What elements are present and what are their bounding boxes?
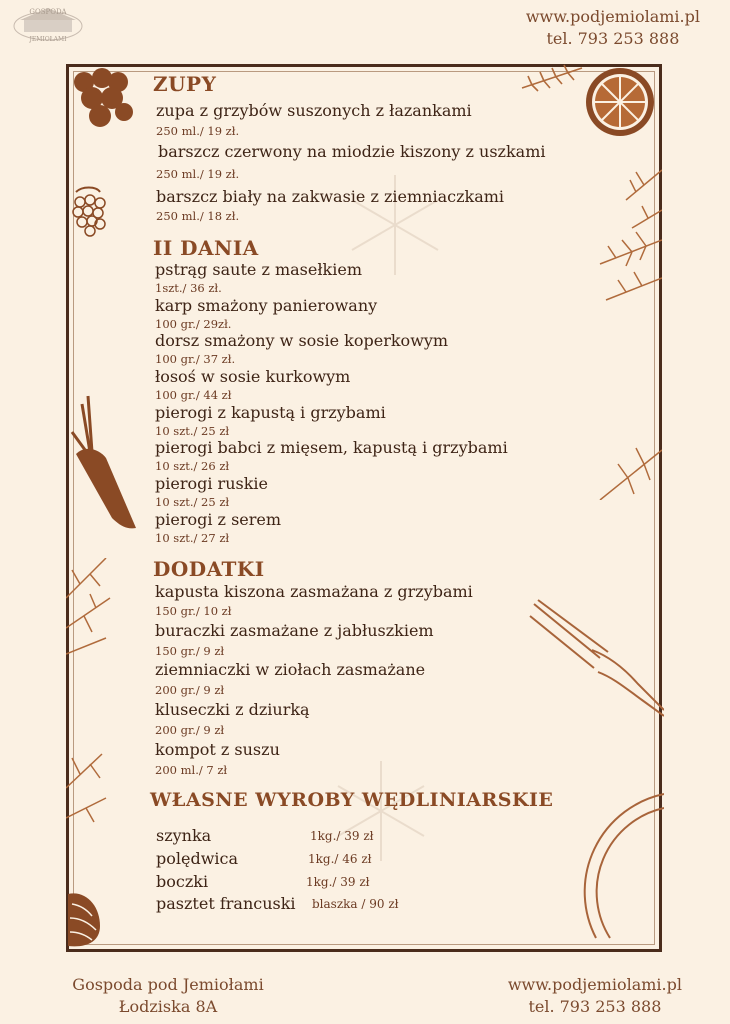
menu-item-name: barszcz biały na zakwasie z ziemniaczkami bbox=[156, 187, 505, 206]
wyroby-item-price: 1kg./ 39 zł bbox=[310, 829, 374, 843]
menu-item-name: karp smażony panierowany bbox=[155, 296, 378, 315]
footer-address: Łodziska 8A bbox=[118, 997, 218, 1016]
wyroby-item-price: blaszka / 90 zł bbox=[312, 897, 399, 911]
menu-item-name: kompot z suszu bbox=[155, 740, 280, 759]
pine-branch-left-icon bbox=[66, 558, 114, 858]
wyroby-item-price: 1kg./ 46 zł bbox=[308, 852, 372, 866]
menu-item-price: 10 szt./ 27 zł bbox=[155, 531, 230, 545]
orange-slice-icon bbox=[584, 58, 664, 144]
menu-item-name: barszcz czerwony na miodzie kiszony z uszkami bbox=[158, 142, 546, 161]
menu-item-price: 250 ml./ 19 zł. bbox=[156, 167, 240, 181]
menu-item-name: pierogi z kapustą i grzybami bbox=[155, 403, 386, 422]
footer-restaurant-name: Gospoda pod Jemiołami bbox=[72, 975, 264, 994]
menu-item-price: 100 gr./ 37 zł. bbox=[155, 352, 236, 366]
svg-text:GOSPODA: GOSPODA bbox=[29, 8, 67, 16]
carrot-icon bbox=[66, 392, 138, 532]
menu-item-name: pierogi babci z mięsem, kapustą i grzybami bbox=[155, 438, 508, 457]
menu-item-price: 250 ml./ 19 zł. bbox=[156, 124, 240, 138]
svg-text:JEMIOŁAMI: JEMIOŁAMI bbox=[29, 36, 67, 43]
menu-item-name: zupa z grzybów suszonych z łazankami bbox=[156, 101, 472, 120]
footer-address-block bbox=[58, 974, 278, 1018]
wyroby-item-name: polędwica bbox=[156, 849, 239, 868]
footer-website-link[interactable]: www.podjemiolami.pl bbox=[507, 975, 682, 994]
menu-item-price: 10 szt./ 25 zł bbox=[155, 495, 230, 509]
plate-icon bbox=[556, 788, 664, 948]
wyroby-item-price: 1kg./ 39 zł bbox=[306, 875, 370, 889]
menu-item-price: 200 ml./ 7 zł bbox=[155, 763, 228, 777]
menu-item-price: 150 gr./ 10 zł bbox=[155, 604, 232, 618]
footer-phone: tel. 793 253 888 bbox=[528, 997, 662, 1016]
menu-item-price: 100 gr./ 44 zł bbox=[155, 388, 232, 402]
raspberry-icon bbox=[66, 186, 112, 238]
menu-item-price: 250 ml./ 18 zł. bbox=[156, 209, 240, 223]
menu-item-name: dorsz smażony w sosie koperkowym bbox=[155, 331, 449, 350]
menu-item-name: buraczki zasmażane z jabłuszkiem bbox=[155, 621, 434, 640]
wyroby-item-name: szynka bbox=[156, 826, 212, 845]
top-phone: tel. 793 253 888 bbox=[546, 29, 680, 48]
menu-item-name: pierogi z serem bbox=[155, 510, 282, 529]
fork-icon bbox=[528, 598, 664, 718]
menu-item-name: pstrąg saute z masełkiem bbox=[155, 260, 362, 279]
menu-item-price: 10 szt./ 25 zł bbox=[155, 424, 230, 438]
section-title-zupy: ZUPY bbox=[153, 72, 217, 96]
menu-item-name: łosoś w sosie kurkowym bbox=[155, 367, 351, 386]
top-contact bbox=[526, 6, 700, 50]
top-website-link[interactable]: www.podjemiolami.pl bbox=[525, 7, 700, 26]
pinecone-icon bbox=[66, 886, 106, 948]
section-title-dodatki: DODATKI bbox=[153, 557, 265, 581]
gospoda-logo bbox=[10, 4, 86, 44]
menu-item-price: 1szt./ 36 zł. bbox=[155, 281, 222, 295]
menu-item-price: 150 gr./ 9 zł bbox=[155, 644, 225, 658]
snowflake-icon-2 bbox=[326, 756, 436, 866]
menu-item-price: 200 gr./ 9 zł bbox=[155, 683, 225, 697]
section-title-dania: II DANIA bbox=[153, 236, 259, 260]
footer-contact-block bbox=[508, 974, 682, 1018]
pine-branch-icon bbox=[520, 64, 584, 92]
menu-item-name: kapusta kiszona zasmażana z grzybami bbox=[155, 582, 473, 601]
wyroby-item-name: pasztet francuski bbox=[156, 894, 296, 913]
menu-item-price: 100 gr./ 29zł. bbox=[155, 317, 232, 331]
menu-item-price: 200 gr./ 9 zł bbox=[155, 723, 225, 737]
menu-item-price: 10 szt./ 26 zł bbox=[155, 459, 230, 473]
menu-item-name: kluseczki z dziurką bbox=[155, 700, 310, 719]
section-title-wyroby: WŁASNE WYROBY WĘDLINIARSKIE bbox=[150, 789, 554, 811]
grapes-icon bbox=[70, 68, 136, 134]
menu-item-name: pierogi ruskie bbox=[155, 474, 268, 493]
menu-item-name: ziemniaczki w ziołach zasmażane bbox=[155, 660, 426, 679]
pine-branch-right-icon bbox=[596, 160, 662, 500]
wyroby-item-name: boczki bbox=[156, 872, 209, 891]
